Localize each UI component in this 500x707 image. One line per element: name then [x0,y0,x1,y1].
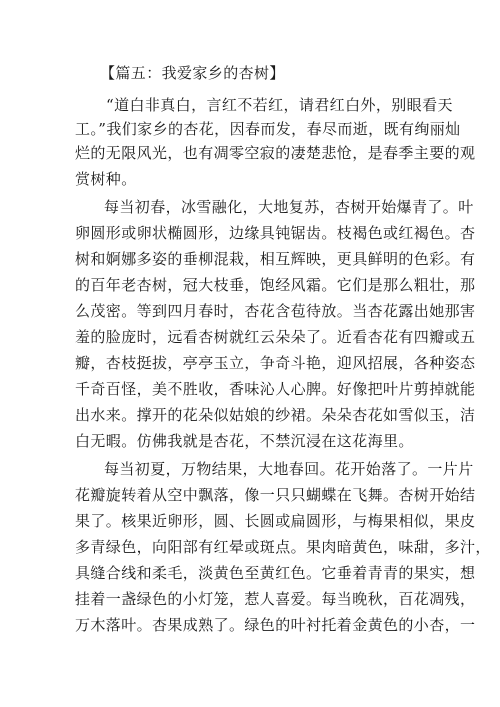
text-line: 每当初春，冰雪融化，大地复苏，杏树开始爆青了。叶 [104,198,474,216]
text-line: 每当初夏，万物结果，大地春回。花开始落了。一片片 [104,460,474,478]
text-line: 卵圆形或卵状椭圆形，边缘具钝锯齿。枝褐色或红褐色。杏 [75,224,476,242]
text-line: “道白非真白，言红不若红，请君红白外，别眼看天 [106,96,453,114]
article-title: 【篇五：我爱家乡的杏树】 [100,64,285,82]
text-line: 多青绿色，向阳部有红晕或斑点。果肉暗黄色，味甜，多汁， [75,538,491,556]
text-line: 千奇百怪，美不胜收，香味沁人心脾。好像把叶片剪掉就能 [75,380,476,398]
text-line: 羞的脸庞时，远看杏树就红云朵朵了。近看杏花有四瓣或五 [75,328,476,346]
text-line: 烂的无限风光，也有凋零空寂的凄楚悲怆，是春季主要的观 [75,144,476,162]
text-line: 赏树种。 [75,170,137,188]
text-line: 瓣，杏枝挺拔，亭亭玉立，争奇斗艳，迎风招展，各种姿态 [75,354,476,372]
text-line: 出水来。撑开的花朵似姑娘的纱裙。朵朵杏花如雪似玉，洁 [75,406,476,424]
text-line: 挂着一盏绿色的小灯笼，惹人喜爱。每当晚秋，百花凋残， [75,590,476,608]
text-line: 万木落叶。杏果成熟了。绿色的叶衬托着金黄色的小杏，一 [75,616,476,634]
text-line: 果了。核果近卵形，圆、长圆或扁圆形，与梅果相似，果皮 [75,512,476,530]
text-line: 树和婀娜多姿的垂柳混栽，相互辉映，更具鲜明的色彩。有 [75,250,476,268]
text-line: 白无暇。仿佛我就是杏花，不禁沉浸在这花海里。 [75,432,414,450]
text-line: 工。”我们家乡的杏花，因春而发，春尽而逝，既有绚丽灿 [75,120,461,138]
text-line: 的百年老杏树，冠大枝垂，饱经风霜。它们是那么粗壮，那 [75,276,476,294]
text-line: 花瓣旋转着从空中飘落，像一只只蝴蝶在飞舞。杏树开始结 [75,486,476,504]
text-line: 具缝合线和柔毛，淡黄色至黄红色。它垂着青青的果实，想 [75,564,476,582]
text-line: 么茂密。等到四月春时，杏花含苞待放。当杏花露出她那害 [75,302,476,320]
